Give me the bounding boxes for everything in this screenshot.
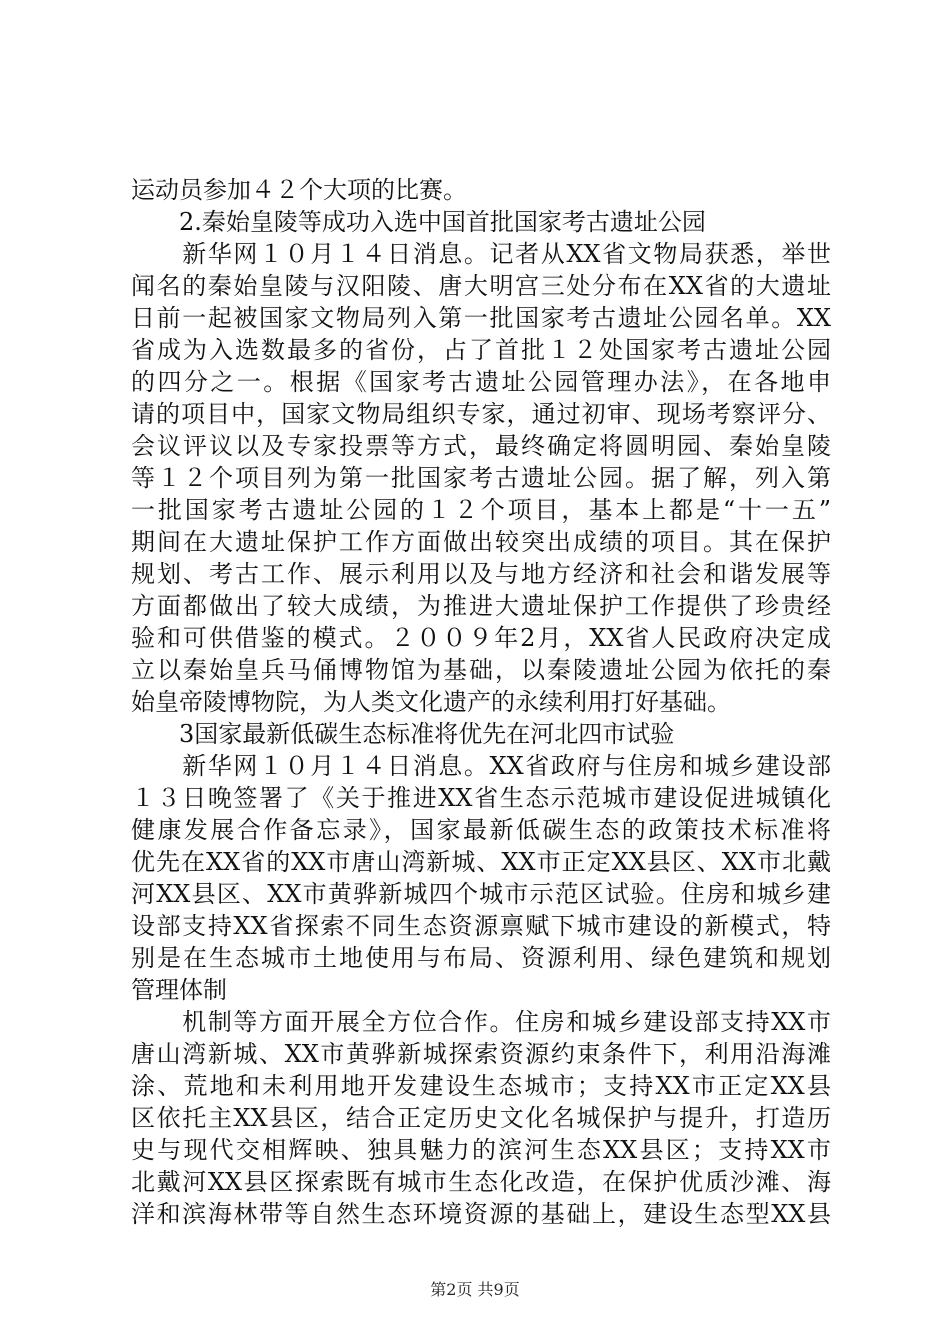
text-line: 新华网１０月１４日消息。XX省政府与住房和城乡建设部 [131,752,831,780]
section-heading: 2.秦始皇陵等成功入选中国首批国家考古遗址公园 [131,208,706,236]
text-line: 管理体制 [131,976,227,1004]
text-line: 优先在XX省的XX市唐山湾新城、XX市正定XX县区、XX市北戴 [131,848,831,876]
text-line: 运动员参加４２个大项的比赛。 [131,176,467,204]
text-line: 涂、荒地和未利用地开发建设生态城市；支持XX市正定XX县 [131,1072,831,1100]
section-heading: 3国家最新低碳生态标准将优先在河北四市试验 [131,720,675,748]
page-number-footer: 第2页 共9页 [430,1280,520,1299]
text-line: 设部支持XX省探索不同生态资源禀赋下城市建设的新模式，特 [131,912,831,940]
text-line: 始皇帝陵博物院，为人类文化遗产的永续利用打好基础。 [131,688,731,716]
text-line: 期间在大遗址保护工作方面做出较突出成绩的项目。其在保护 [131,528,831,556]
text-line: 健康发展合作备忘录》，国家最新低碳生态的政策技术标准将 [131,816,831,844]
text-line: 省成为入选数最多的省份，占了首批１２处国家考古遗址公园 [131,336,831,364]
text-line: 北戴河XX县区探索既有城市生态化改造，在保护优质沙滩、海 [131,1168,831,1196]
text-line: 规划、考古工作、展示利用以及与地方经济和社会和谐发展等 [131,560,831,588]
text-line: 史与现代交相辉映、独具魅力的滨河生态XX县区；支持XX市 [131,1136,831,1164]
text-line: １３日晚签署了《关于推进XX省生态示范城市建设促进城镇化 [131,784,831,812]
text-line: 等１２个项目列为第一批国家考古遗址公园。据了解，列入第 [131,464,831,492]
text-line: 机制等方面开展全方位合作。住房和城乡建设部支持XX市 [131,1008,831,1036]
text-line: 闻名的秦始皇陵与汉阳陵、唐大明宫三处分布在XX省的大遗址 [131,272,831,300]
text-line: 唐山湾新城、XX市黄骅新城探索资源约束条件下，利用沿海滩 [131,1040,831,1068]
text-line: 请的项目中，国家文物局组织专家，通过初审、现场考察评分、 [131,400,831,428]
text-line: 日前一起被国家文物局列入第一批国家考古遗址公园名单。XX [131,304,831,332]
text-line: 河XX县区、XX市黄骅新城四个城市示范区试验。住房和城乡建 [131,880,831,908]
text-line: 的四分之一。根据《国家考古遗址公园管理办法》，在各地申 [131,368,831,396]
text-line: 新华网１０月１４日消息。记者从XX省文物局获悉，举世 [131,240,831,268]
text-line: 洋和滨海林带等自然生态环境资源的基础上，建设生态型XX县 [131,1200,831,1228]
text-line: 会议评议以及专家投票等方式，最终确定将圆明园、秦始皇陵 [131,432,831,460]
text-line: 一批国家考古遗址公园的１２个项目，基本上都是“十一五” [131,496,831,524]
text-line: 验和可供借鉴的模式。２００９年2月，XX省人民政府决定成 [131,624,831,652]
text-line: 区依托主XX县区，结合正定历史文化名城保护与提升，打造历 [131,1104,831,1132]
text-line: 方面都做出了较大成绩，为推进大遗址保护工作提供了珍贵经 [131,592,831,620]
text-line: 别是在生态城市土地使用与布局、资源利用、绿色建筑和规划 [131,944,831,972]
text-line: 立以秦始皇兵马俑博物馆为基础，以秦陵遗址公园为依托的秦 [131,656,831,684]
